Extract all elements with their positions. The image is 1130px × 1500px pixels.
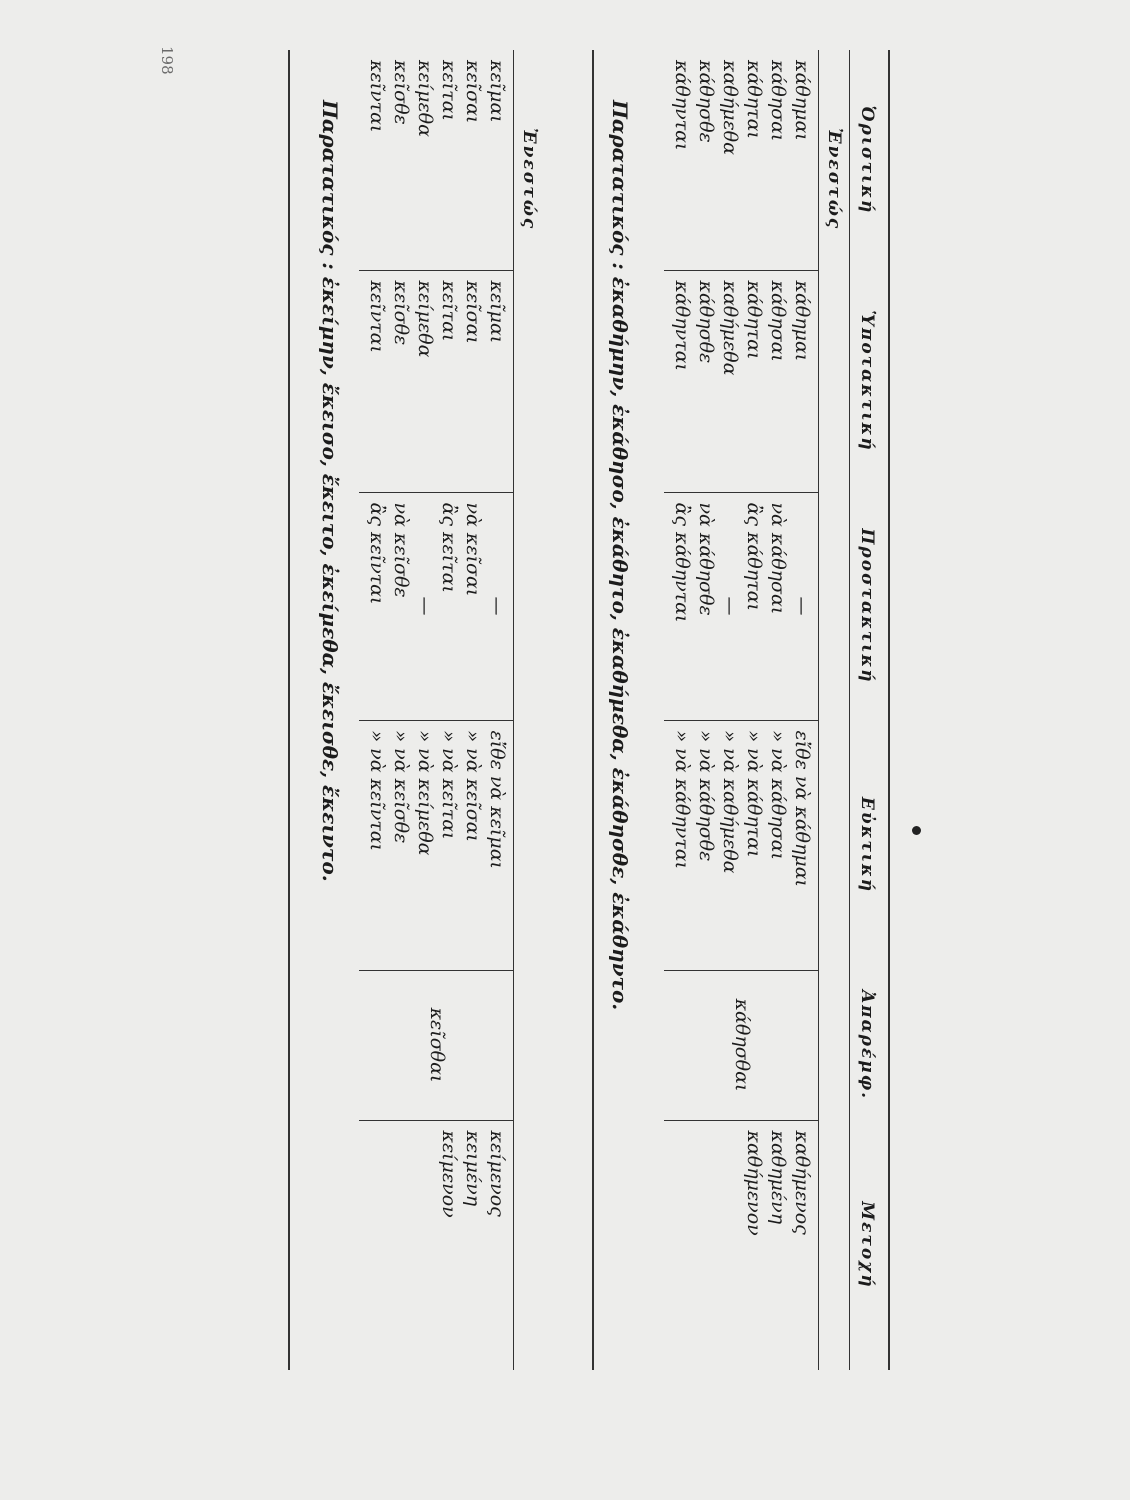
imperative-forms (359, 492, 514, 720)
form: κάθηνται (671, 60, 693, 151)
form: » νὰ κεῖται (438, 730, 460, 840)
form: κεῖται (438, 60, 460, 121)
imperfect-line-kathemai: Παρατατικός : ἐκαθήμην, ἐκάθησο, ἐκάθητο, ἐκαθήμεθα, ἐκάθησθε, ἐκάθηντο. (608, 100, 632, 1011)
form: νὰ κάθησθε (695, 502, 717, 616)
form: κάθησθε (695, 280, 717, 364)
form: καθήμενον (743, 1130, 765, 1236)
form: ἂς κάθηνται (671, 502, 693, 623)
form: κάθημαι (791, 60, 813, 141)
form: ἂς κεῖται (438, 502, 460, 593)
tense-label-present: Ἐνεστώς (819, 50, 850, 1370)
form: — (486, 596, 508, 616)
indicative-forms (359, 50, 514, 270)
form: νὰ κεῖσαι (462, 502, 484, 597)
rule-top (889, 50, 891, 1370)
conjugation-table-keimai (359, 50, 544, 1370)
form: » νὰ κείμεθα (414, 730, 436, 856)
form: κεῖμαι (486, 60, 508, 123)
form: καθημένη (767, 1130, 789, 1225)
col-header-infinitive: Ἀπαρέμφ. (850, 970, 885, 1120)
form: κείμεθα (414, 60, 436, 137)
form: καθήμενος (791, 1130, 813, 1235)
form: » νὰ κάθηται (743, 730, 765, 858)
form: » νὰ κάθησαι (767, 730, 789, 860)
form: νὰ κάθησαι (767, 502, 789, 615)
form: ἂς κεῖνται (366, 502, 388, 605)
form: κάθηνται (671, 280, 693, 371)
optative-forms (359, 720, 514, 970)
subjunctive-forms (359, 270, 514, 492)
conjugation-page (270, 50, 890, 1370)
form: — (791, 596, 813, 616)
ink-speck (912, 826, 921, 835)
form: » νὰ κεῖσαι (462, 730, 484, 842)
form: » νὰ κεῖσθε (390, 730, 412, 844)
form: εἴθε νὰ κεῖμαι (486, 730, 508, 869)
form: κείμεθα (414, 280, 436, 358)
form: κάθησαι (767, 60, 789, 142)
form: κεῖμαι (486, 280, 508, 344)
form: καθήμεθα (719, 60, 741, 155)
form: » νὰ κάθησθε (695, 730, 717, 862)
indicative-forms (664, 50, 819, 270)
infinitive-form: κάθησθαι (664, 970, 819, 1120)
rule-mid-1 (593, 50, 595, 1370)
form: » νὰ καθήμεθα (719, 730, 741, 874)
form: — (414, 596, 436, 616)
col-header-subjunctive: Ὑποτακτική (850, 270, 885, 492)
form: κείμενος (486, 1130, 508, 1217)
optative-forms (664, 720, 819, 970)
form: κεῖσαι (462, 280, 484, 344)
form: — (719, 596, 741, 616)
form: κάθηται (743, 280, 765, 360)
form: κεῖσθε (390, 280, 412, 346)
rule-bottom (289, 50, 291, 1370)
conjugation-table-kathemai (664, 50, 884, 1370)
form: ἂς κάθηται (743, 502, 765, 611)
form: κεῖσθε (390, 60, 412, 125)
form: καθήμεθα (719, 280, 741, 376)
participle-forms (359, 1120, 514, 1370)
form: κείμενον (438, 1130, 460, 1218)
imperative-forms (664, 492, 819, 720)
infinitive-form: κεῖσθαι (359, 970, 514, 1120)
participle-forms (664, 1120, 819, 1370)
form: κειμένη (462, 1130, 484, 1207)
form: κάθημαι (791, 280, 813, 362)
form: κεῖνται (366, 60, 388, 133)
subjunctive-forms (664, 270, 819, 492)
form: » νὰ κεῖνται (366, 730, 388, 852)
page-number: 198 (158, 46, 176, 75)
form: κάθηται (743, 60, 765, 139)
col-header-optative: Εὐκτική (850, 720, 885, 970)
tense-label-present: Ἐνεστώς (514, 50, 545, 1370)
col-header-imperative: Προστακτική (850, 492, 885, 720)
form: εἴθε νὰ κάθημαι (791, 730, 813, 887)
form: κεῖνται (366, 280, 388, 353)
form: κάθησαι (767, 280, 789, 362)
form: κεῖται (438, 280, 460, 342)
imperfect-line-keimai: Παρατατικός : ἐκείμην, ἔκεισο, ἔκειτο, ἐκείμεθα, ἔκεισθε, ἔκειντο. (318, 100, 342, 882)
form: κάθησθε (695, 60, 717, 143)
form: νὰ κεῖσθε (390, 502, 412, 598)
form: κεῖσαι (462, 60, 484, 124)
col-header-indicative: Ὁριστική (850, 50, 885, 270)
form: » νὰ κάθηνται (671, 730, 693, 870)
col-header-participle: Μετοχή (850, 1120, 885, 1370)
